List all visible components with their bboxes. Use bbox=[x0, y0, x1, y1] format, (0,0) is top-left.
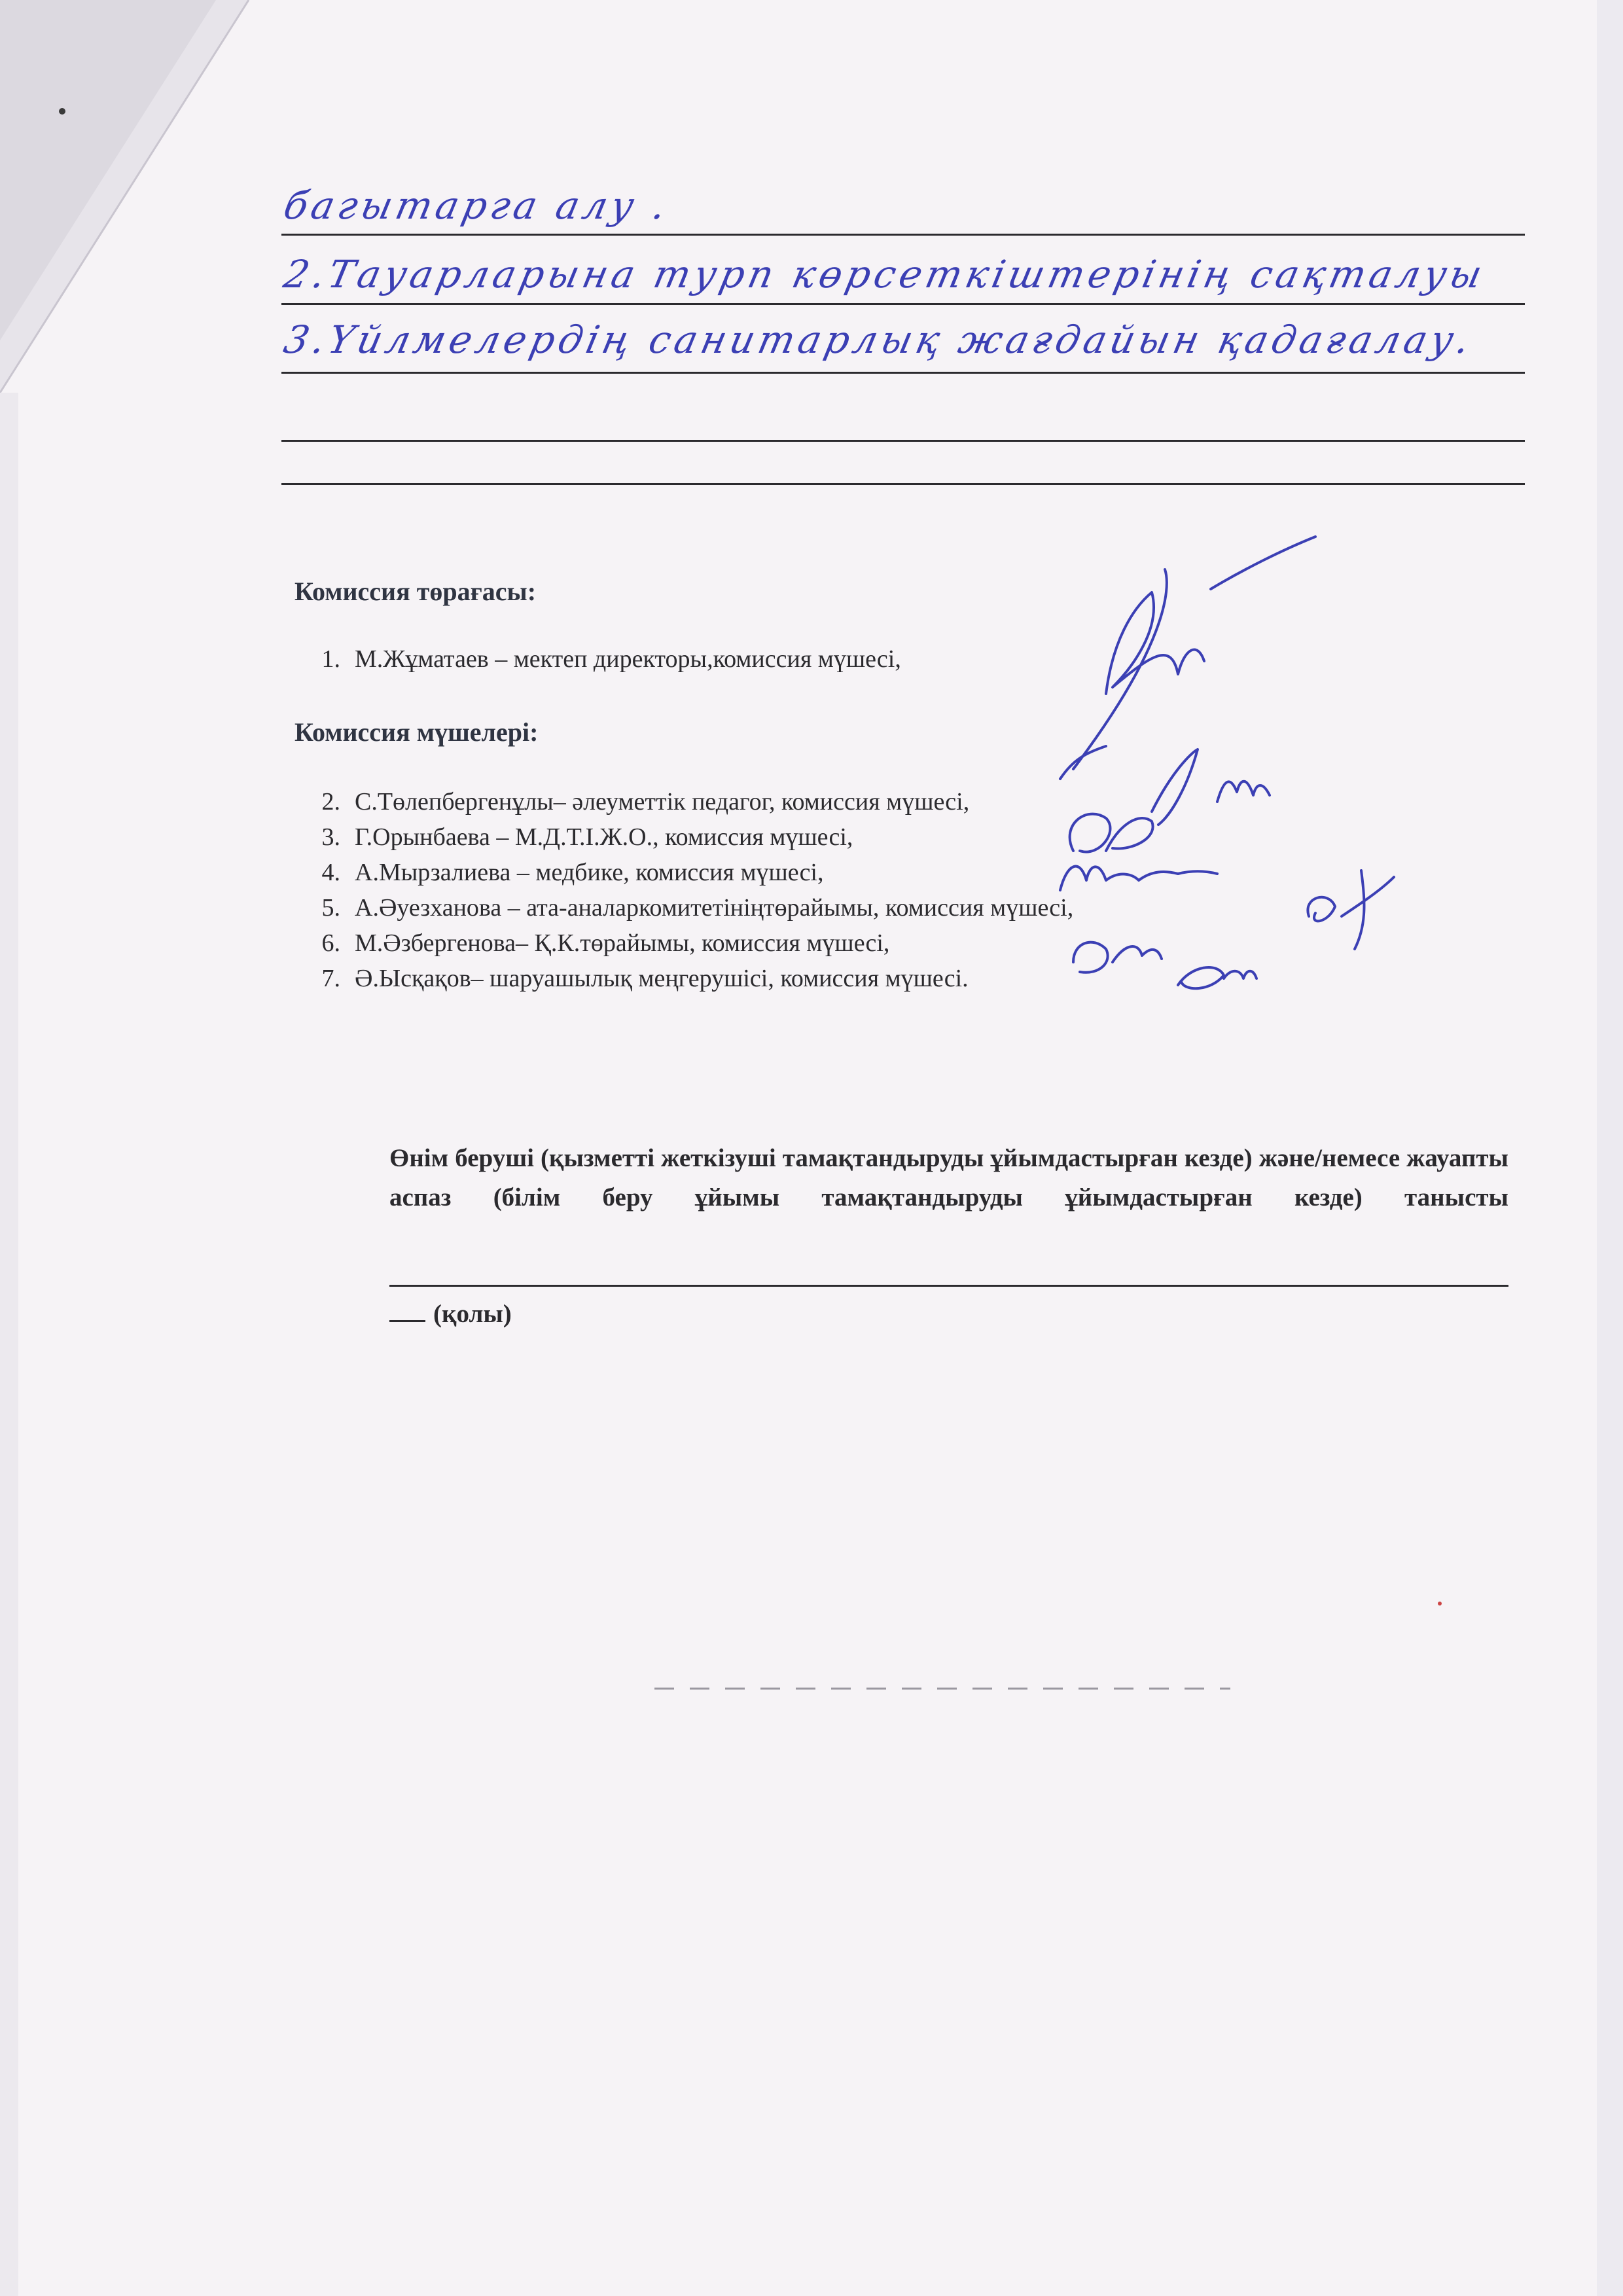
chair-heading: Комиссия төрағасы: bbox=[294, 577, 537, 606]
member-item bbox=[298, 964, 969, 993]
producer-acknowledgement: Өнім беруші (қызметті жеткізуші тамақтандыруды ұйымдастырған кезде) және/немесе жауапты аспаз (білім беру ұйымы тамақтандыруды ұйымдастырған кезде) танысты bbox=[389, 1144, 1508, 1211]
list-number: 4. bbox=[321, 859, 340, 886]
list-number: 6. bbox=[321, 929, 340, 957]
member-item bbox=[298, 858, 824, 887]
list-number: 7. bbox=[321, 965, 340, 992]
member-item bbox=[298, 787, 969, 816]
handwritten-line-2: 2.Тауарларына турп көрсеткіштерінің сақталуы bbox=[279, 252, 1490, 296]
list-number: 3. bbox=[321, 823, 340, 851]
list-number: 1. bbox=[321, 645, 340, 673]
list-text: М.Жұматаев – мектеп директоры,комиссия мүшесі, bbox=[355, 645, 901, 673]
signature-caption-text: (қолы) bbox=[433, 1300, 512, 1328]
ruled-line-3 bbox=[281, 372, 1525, 374]
list-text: М.Әзбергенова– Қ.К.төрайымы, комиссия мүшесі, bbox=[355, 929, 890, 957]
chair-item bbox=[298, 645, 901, 673]
member-item bbox=[298, 929, 889, 958]
ruled-line-4 bbox=[281, 440, 1525, 442]
list-text: Ә.Ысқақов– шаруашылық меңгерушісі, комиссия мүшесі. bbox=[355, 965, 969, 992]
handwritten-line-1: багытарга алу . bbox=[279, 183, 674, 228]
list-text: А.Мырзалиева – медбике, комиссия мүшесі, bbox=[355, 859, 824, 886]
ruled-line-1 bbox=[281, 234, 1525, 236]
handwritten-line-3: 3.Үйлмелердің санитарлық жағдайын қадағалау. bbox=[279, 317, 1478, 362]
member-item bbox=[298, 893, 1073, 922]
ruled-line-5 bbox=[281, 483, 1525, 485]
list-text: С.Төлепбергенұлы– әлеуметтік педагог, комиссия мүшесі, bbox=[355, 788, 970, 816]
list-number: 2. bbox=[321, 788, 340, 816]
member-item bbox=[298, 823, 853, 852]
ruled-line-2 bbox=[281, 303, 1525, 305]
signature-blank bbox=[389, 1320, 425, 1322]
list-text: Г.Орынбаева – М.Д.Т.І.Ж.О., комиссия мүшесі, bbox=[355, 823, 853, 851]
list-text: А.Әуезханова – ата-аналаркомитетініңтөрайымы, комиссия мүшесі, bbox=[355, 894, 1074, 922]
signature-caption bbox=[389, 1299, 512, 1329]
signature-fill-line bbox=[389, 1285, 1508, 1287]
members-heading: Комиссия мүшелері: bbox=[294, 717, 539, 747]
list-number: 5. bbox=[321, 894, 340, 922]
